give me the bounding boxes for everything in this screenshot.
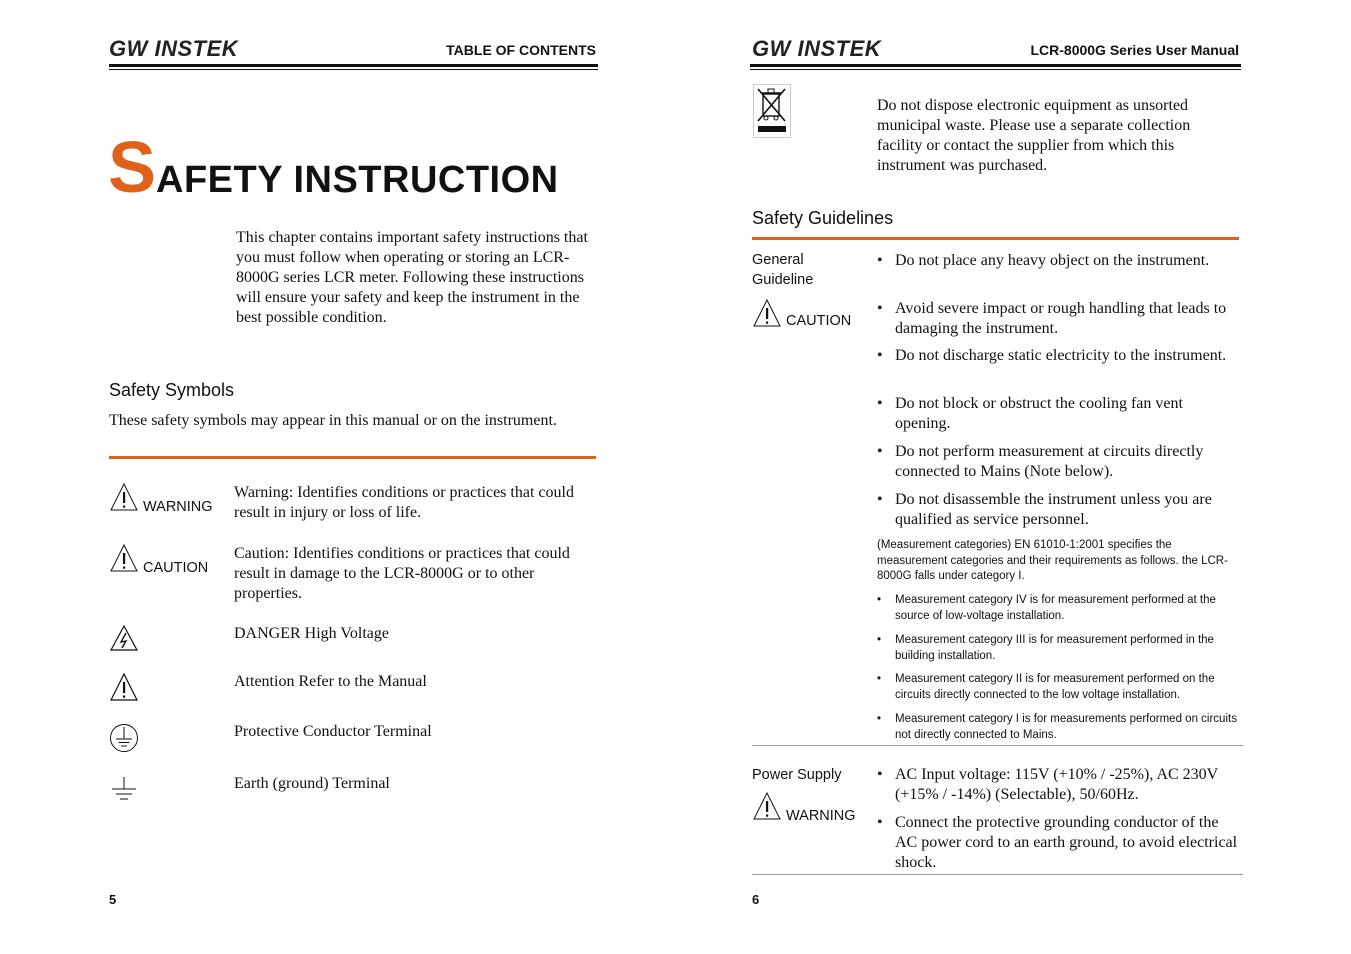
right-header-rule-thin: [750, 69, 1241, 70]
list-item: • AC Input voltage: 115V (+10% / -25%), AC 230V (+15% / -14%) (Selectable), 50/60Hz.: [877, 766, 1218, 803]
warning-label: WARNING: [143, 499, 213, 515]
gw-instek-logo: GW INSTEK: [109, 36, 239, 61]
list-item: • Do not discharge static electricity to the instrument.: [877, 347, 1227, 364]
left-page-number: 5: [109, 892, 117, 907]
right-header-rule: [750, 64, 1241, 67]
warning-triangle-icon: [752, 791, 782, 821]
safety-symbols-heading: Safety Symbols: [109, 380, 235, 400]
caution-label: CAUTION: [143, 560, 209, 576]
list-item: • Do not block or obstruct the cooling fan vent opening.: [877, 395, 1183, 432]
guideline-label: Guideline: [752, 272, 814, 288]
list-item: • Measurement category I is for measurements performed on circuits not directly connected to Mains.: [877, 713, 1237, 741]
guidelines-orange-rule: [752, 237, 1239, 240]
protective-conductor-icon: [109, 723, 139, 753]
safety-symbols-intro: These safety symbols may appear in this manual or on the instrument.: [109, 412, 557, 429]
caution-triangle-icon: [752, 298, 782, 328]
protective-conductor-description: Protective Conductor Terminal: [234, 723, 432, 740]
high-voltage-icon: [109, 624, 139, 652]
earth-ground-icon: [109, 775, 139, 805]
measurement-note: (Measurement categories) EN 61010-1:2001 specifies the measurement categories and their requirements as follows. the LCR-8000G falls under category I.: [877, 539, 1228, 582]
right-page-number: 6: [752, 892, 760, 907]
right-header-title: LCR-8000G Series User Manual: [1030, 42, 1239, 58]
caution-description: Caution: Identifies conditions or practices that could result in damage to the LCR-8000G or to other properties.: [234, 545, 570, 602]
weee-bin-icon: [753, 84, 791, 138]
left-header-title: TABLE OF CONTENTS: [446, 42, 596, 58]
guideline-caution-label: CAUTION: [786, 313, 852, 329]
symbols-orange-rule: [109, 456, 596, 459]
disposal-text: Do not dispose electronic equipment as unsorted municipal waste. Please use a separate collection facility or contact the supplier from which this instrument was purchased.: [877, 97, 1191, 174]
section-divider: [752, 745, 1243, 746]
chapter-title-rest: AFETY INSTRUCTION: [156, 159, 559, 201]
warning-description: Warning: Identifies conditions or practices that could result in injury or loss of life.: [234, 484, 574, 521]
left-header-rule: [109, 64, 598, 67]
earth-ground-description: Earth (ground) Terminal: [234, 775, 390, 792]
chapter-intro: This chapter contains important safety instructions that you must follow when operating or storing an LCR-8000G series LCR meter. Following these instructions will ensure your safety and keep the instrument in the best possible condition.: [236, 229, 588, 326]
attention-icon: [109, 672, 139, 702]
list-item: • Measurement category II is for measurement performed on the circuits directly connected to the low voltage installation.: [877, 673, 1215, 701]
list-item: • Measurement category III is for measurement performed in the building installation.: [877, 634, 1214, 662]
list-item: • Do not place any heavy object on the instrument.: [877, 252, 1210, 269]
chapter-title: [108, 128, 559, 208]
section-divider: [752, 874, 1243, 875]
power-supply-label: Power Supply: [752, 767, 842, 783]
safety-guidelines-heading: Safety Guidelines: [752, 208, 894, 228]
caution-triangle-icon: [109, 543, 139, 573]
warning-triangle-icon: [109, 482, 139, 512]
chapter-title-initial: S: [108, 128, 157, 208]
gw-instek-logo: GW INSTEK: [752, 36, 882, 61]
general-label: General: [752, 252, 804, 268]
left-header-rule-thin: [109, 69, 598, 70]
list-item: • Avoid severe impact or rough handling that leads to damaging the instrument.: [877, 300, 1227, 337]
list-item: • Do not perform measurement at circuits directly connected to Mains (Note below).: [877, 443, 1204, 480]
list-item: • Connect the protective grounding conductor of the AC power cord to an earth ground, to avoid electrical shock.: [877, 814, 1238, 871]
list-item: • Measurement category IV is for measurement performed at the source of low-voltage installation.: [877, 594, 1216, 622]
high-voltage-description: DANGER High Voltage: [234, 625, 389, 642]
power-warning-label: WARNING: [786, 808, 856, 824]
list-item: • Do not disassemble the instrument unless you are qualified as service personnel.: [877, 491, 1212, 528]
attention-description: Attention Refer to the Manual: [234, 673, 427, 690]
